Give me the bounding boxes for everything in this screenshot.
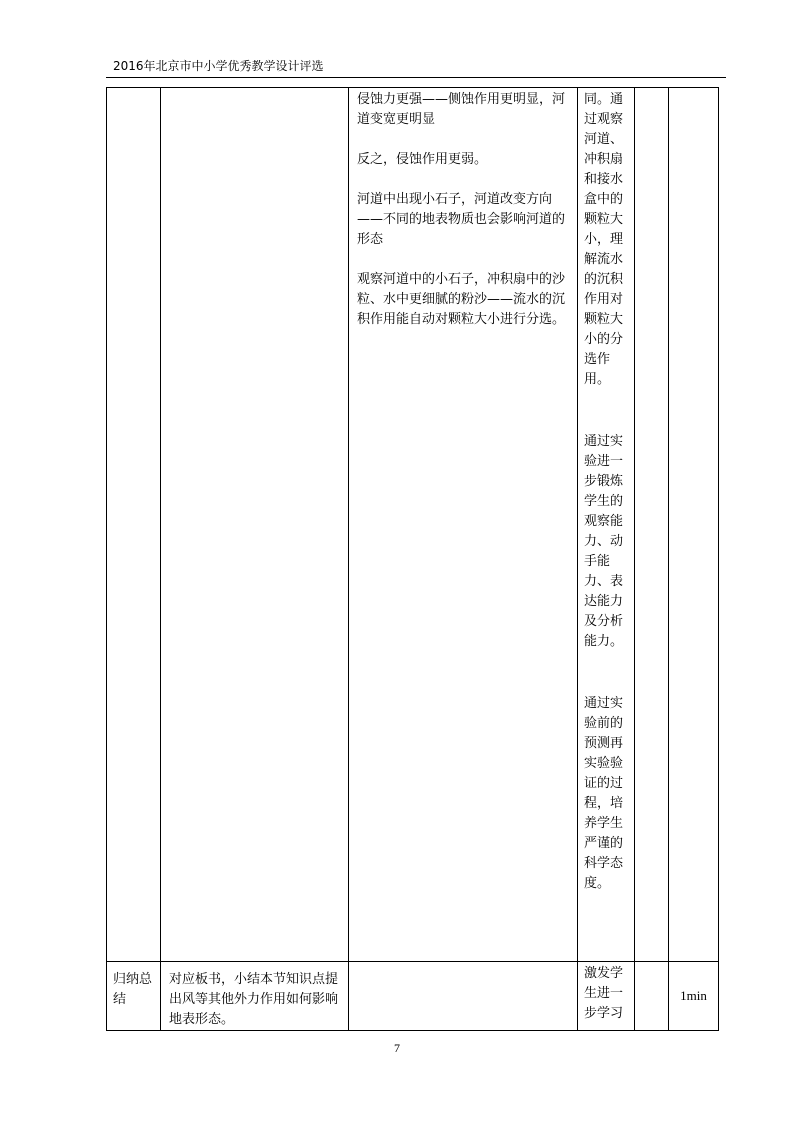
student-paragraph: 河道中出现小石子，河道改变方向——不同的地表物质也会影响河道的形态 <box>357 192 566 247</box>
lesson-plan-table <box>106 87 719 1031</box>
teacher-activity-cell: 对应板书，小结本节知识点提出风等其他外力作用如何影响地表形态。 <box>161 962 349 1031</box>
stage-cell: 归纳总结 <box>107 962 161 1031</box>
intent-paragraph: 通过实验前的预测再实验验证的过程，培养学生严谨的科学态度。 <box>584 696 624 891</box>
student-paragraph: 侵蚀力更强——侧蚀作用更明显，河道变宽更明显 <box>357 92 566 127</box>
student-activity-cell <box>349 88 578 962</box>
design-intent-cell <box>578 88 635 962</box>
design-intent-cell: 激发学生进一步学习 <box>578 962 635 1031</box>
table-row <box>107 88 719 962</box>
student-paragraph: 观察河道中的小石子，冲积扇中的沙粒、水中更细腻的粉沙——流水的沉积作用能自动对颗粒大小进行分选。 <box>357 272 566 327</box>
teacher-activity-cell <box>161 88 349 962</box>
student-activity-cell <box>349 962 578 1031</box>
page-header: 2016年北京市中小学优秀教学设计评选 <box>113 59 324 73</box>
intent-paragraph: 同。通过观察河道、冲积扇和接水盒中的颗粒大小，理解流水的沉积作用对颗粒大小的分选作用。 <box>584 92 624 387</box>
time-cell <box>669 88 719 962</box>
intent-paragraph: 通过实验进一步锻炼学生的观察能力、动手能力、表达能力及分析能力。 <box>584 434 624 649</box>
extra-cell <box>635 962 669 1031</box>
page-number: 7 <box>394 1041 400 1055</box>
time-cell: 1min <box>669 962 719 1031</box>
student-paragraph: 反之，侵蚀作用更弱。 <box>357 152 488 167</box>
header-rule <box>106 77 726 78</box>
extra-cell <box>635 88 669 962</box>
stage-cell <box>107 88 161 962</box>
table-row <box>107 962 719 1031</box>
